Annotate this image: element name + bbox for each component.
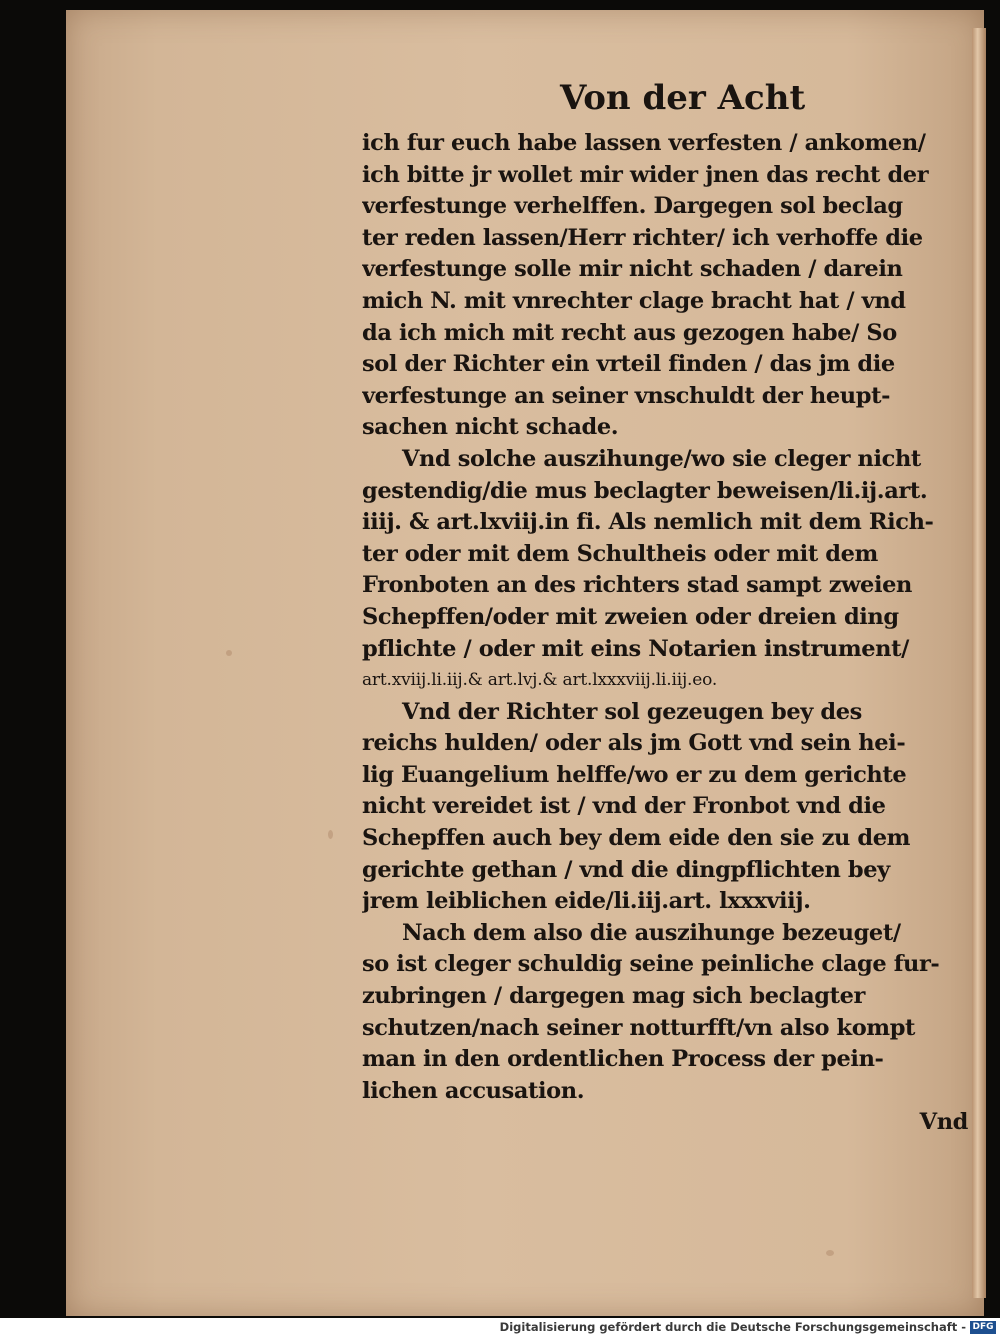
page-edge xyxy=(972,28,986,1298)
text-line: jrem leiblichen eide/li.iij.art. lxxxviij. xyxy=(362,888,811,915)
text-line: Fronboten an des richters stad sampt zweien xyxy=(362,572,912,599)
text-line: sol der Richter ein vrteil finden / das jm die xyxy=(362,351,895,378)
text-line: Vnd xyxy=(919,1109,968,1136)
text-line: Schepffen auch bey dem eide den sie zu dem xyxy=(362,825,911,852)
paper-stain xyxy=(826,1250,834,1256)
text-line: Schepffen/oder mit zweien oder dreien ding xyxy=(362,603,899,630)
text-line: zubringen / dargegen mag sich beclagter xyxy=(362,983,865,1010)
text-line: Vnd der Richter sol gezeugen bey des xyxy=(402,698,862,725)
text-line: iiij. & art.lxviij.in fi. Als nemlich mit dem Rich- xyxy=(362,509,934,536)
text-line: sachen nicht schade. xyxy=(362,414,619,441)
text-line: da ich mich mit recht aus gezogen habe/ So xyxy=(362,319,897,346)
page-body xyxy=(362,128,968,1139)
dfg-logo: DFG xyxy=(970,1321,996,1334)
paper-stain xyxy=(328,830,333,839)
text-line: ter reden lassen/Herr richter/ ich verhoffe die xyxy=(362,224,923,251)
text-line: nicht vereidet ist / vnd der Fronbot vnd die xyxy=(362,793,886,820)
paper-stain xyxy=(226,650,232,656)
text-line: so ist cleger schuldig seine peinliche clage fur- xyxy=(362,951,940,978)
text-line: lichen accusation. xyxy=(362,1077,585,1104)
text-line: Vnd solche auszihunge/wo sie cleger nicht xyxy=(402,445,921,472)
running-header: Von der Acht xyxy=(560,78,806,118)
text-line: mich N. mit vnrechter clage bracht hat / vnd xyxy=(362,287,906,314)
text-line: ich bitte jr wollet mir wider jnen das recht der xyxy=(362,161,929,188)
text-line: verfestunge solle mir nicht schaden / darein xyxy=(362,256,903,283)
text-line: ich fur euch habe lassen verfesten / ankomen/ xyxy=(362,130,926,156)
text-line: pflichte / oder mit eins Notarien instrument/ xyxy=(362,635,909,662)
text-line: gerichte gethan / vnd die dingpflichten bey xyxy=(362,856,890,883)
text-line: verfestunge verhelffen. Dargegen sol beclag xyxy=(362,193,903,220)
text-line: reichs hulden/ oder als jm Gott vnd sein hei- xyxy=(362,730,906,757)
text-line: gestendig/die mus beclagter beweisen/li.ij.art. xyxy=(362,477,928,504)
text-line: Nach dem also die auszihunge bezeuget/ xyxy=(402,919,901,946)
text-line: art.xviij.li.iij.& art.lvj.& art.lxxxviij.li.iij.eo. xyxy=(362,670,718,691)
text-line: verfestunge an seiner vnschuldt der heupt- xyxy=(362,382,891,409)
text-line: lig Euangelium helffe/wo er zu dem gerichte xyxy=(362,761,907,788)
text-line: schutzen/nach seiner notturfft/vn also kompt xyxy=(362,1014,916,1041)
funding-notice: Digitalisierung gefördert durch die Deutsche Forschungsgemeinschaft - xyxy=(499,1320,966,1334)
text-line: ter oder mit dem Schultheis oder mit dem xyxy=(362,540,878,567)
text-line: man in den ordentlichen Process der pein- xyxy=(362,1046,884,1073)
